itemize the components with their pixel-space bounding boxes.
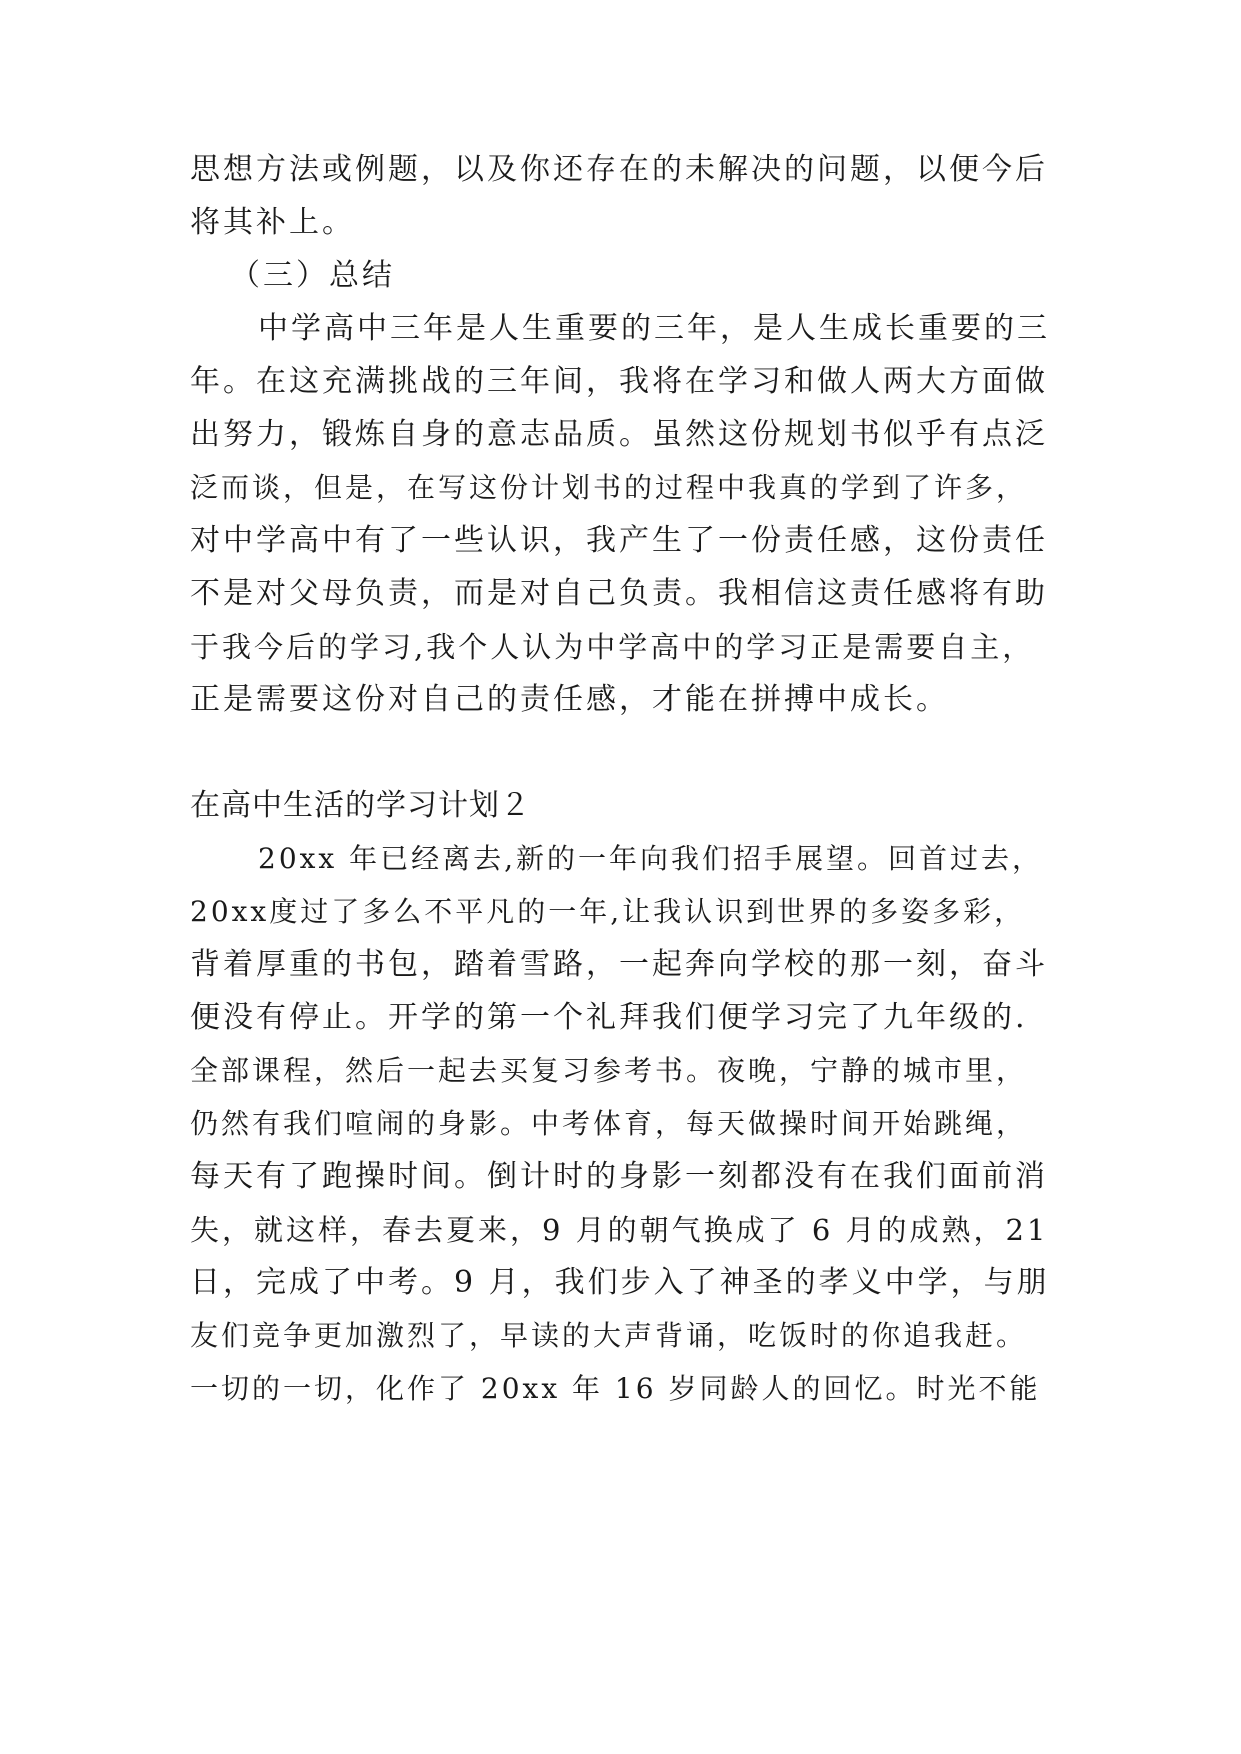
paragraph-line: 中学高中三年是人生重要的三年，是人生成长重要的三 — [258, 311, 1050, 346]
paragraph-line: 全部课程，然后一起去买复习参考书。夜晚，宁静的城市里， — [190, 1054, 1028, 1087]
paragraph-line: 对中学高中有了一些认识，我产生了一份责任感，这份责任 — [190, 523, 1048, 558]
paragraph-line: 思想方法或例题，以及你还存在的未解决的问题，以便今后 — [190, 152, 1048, 187]
paragraph-line: 不是对父母负责，而是对自己负责。我相信这责任感将有助 — [190, 576, 1048, 611]
paragraph-line: 20xx 年已经离去,新的一年向我们招手展望。回首过去， — [258, 842, 1044, 875]
paragraph-line: 于我今后的学习,我个人认为中学高中的学习正是需要自主， — [190, 630, 1035, 664]
paragraph-line: 年。在这充满挑战的三年间，我将在学习和做人两大方面做 — [190, 364, 1048, 399]
paragraph-line: 失，就这样，春去夏来，9 月的朝气换成了 6 月的成熟，21 — [190, 1213, 1049, 1247]
paragraph-line: 一切的一切，化作了 20xx 年 16 岁同龄人的回忆。时光不能 — [190, 1372, 1041, 1405]
section-heading: （三）总结 — [230, 258, 395, 293]
paragraph-line: 泛而谈，但是，在写这份计划书的过程中我真的学到了许多， — [190, 471, 1028, 504]
paragraph-line: 仍然有我们喧闹的身影。中考体育，每天做操时间开始跳绳， — [190, 1107, 1028, 1140]
document-title: 在高中生活的学习计划２ — [190, 788, 531, 823]
paragraph-line: 20xx度过了多么不平凡的一年,让我认识到世界的多姿多彩， — [190, 895, 1026, 928]
paragraph-line: 日，完成了中考。9 月，我们步入了神圣的孝义中学，与朋 — [190, 1265, 1050, 1300]
paragraph-line: 每天有了跑操时间。倒计时的身影一刻都没有在我们面前消 — [190, 1159, 1048, 1194]
paragraph-line: 便没有停止。开学的第一个礼拜我们便学习完了九年级的. — [190, 1000, 1028, 1035]
paragraph-line: 背着厚重的书包，踏着雪路，一起奔向学校的那一刻，奋斗 — [190, 947, 1048, 982]
paragraph-line: 友们竞争更加激烈了，早读的大声背诵，吃饭时的你追我赶。 — [190, 1319, 1028, 1352]
paragraph-line: 正是需要这份对自己的责任感，才能在拼搏中成长。 — [190, 682, 949, 717]
paragraph-line: 出努力，锻炼自身的意志品质。虽然这份规划书似乎有点泛 — [190, 417, 1048, 452]
paragraph-line: 将其补上。 — [190, 205, 355, 240]
